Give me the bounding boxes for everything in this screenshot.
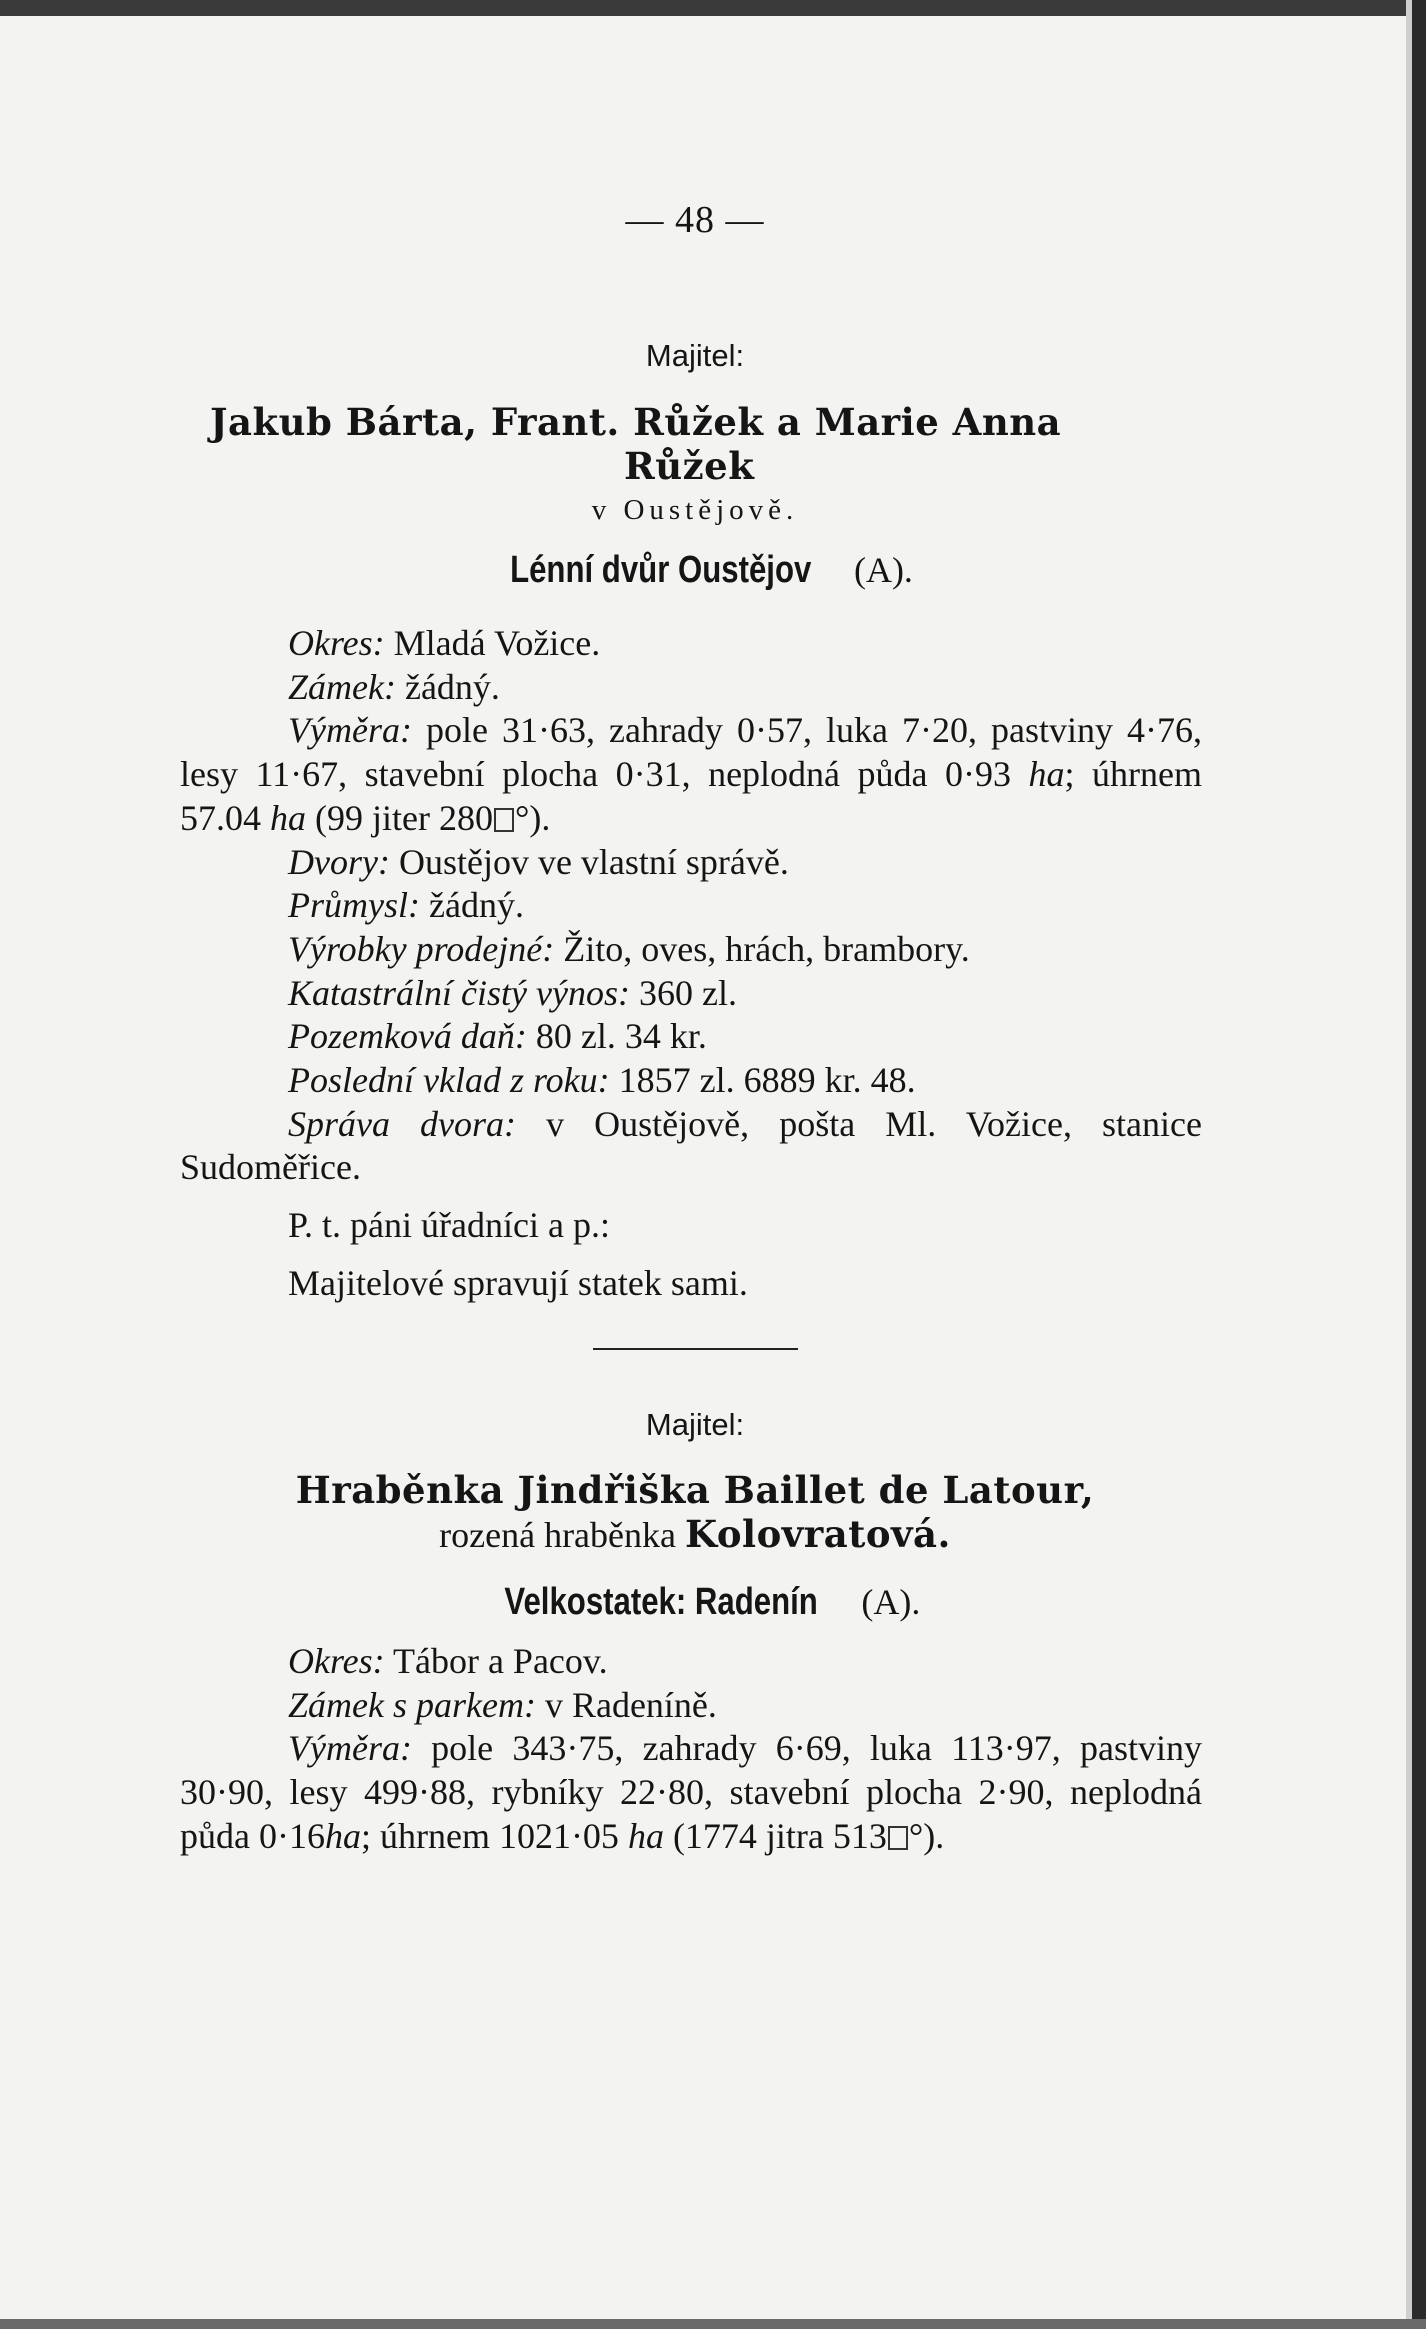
- dvory-value: Oustějov ve vlastní správě.: [398, 841, 789, 882]
- vymera-total: ; úhrnem 57.04: [180, 754, 1202, 838]
- vklad-line: [180, 1059, 1202, 1103]
- okres-label: Okres:: [288, 623, 385, 663]
- prumysl-label: Průmysl:: [288, 885, 420, 926]
- dan-label: Pozemková daň:: [288, 1016, 527, 1057]
- vymera2-label: Výměra:: [288, 1728, 412, 1769]
- dan-line: [180, 1015, 1202, 1059]
- owner-label: Majitel:: [645, 338, 745, 373]
- vymera-unit: ha: [1028, 754, 1065, 795]
- katastr-value: 360 zl.: [638, 972, 737, 1013]
- estate2-suffix: (A).: [861, 1582, 921, 1622]
- estate-suffix: (A).: [853, 550, 913, 590]
- vyrobky-line: [180, 928, 1202, 972]
- vymera-label: Výměra:: [288, 710, 412, 751]
- prumysl-line: [180, 884, 1202, 928]
- okres2-line: [180, 1640, 1202, 1684]
- okres2-label: Okres:: [288, 1641, 385, 1681]
- officials-value: Majitelové spravují statek sami.: [288, 1262, 748, 1303]
- katastr-line: [180, 972, 1202, 1016]
- estate2-details: [180, 1640, 1202, 1859]
- sprava-value: v Oustějově, pošta Ml. Vožice, stanice Sudoměřice.: [180, 1103, 1202, 1188]
- vklad-value: 1857 zl. 6889 kr. 48.: [618, 1060, 916, 1101]
- zamek-label: Zámek:: [288, 666, 396, 707]
- square-fathom-icon: [888, 1826, 908, 1850]
- scan-edge-bottom: [0, 2319, 1426, 2329]
- owner-location: v Oustějově.: [591, 494, 799, 526]
- owner-label-2: Majitel:: [645, 1407, 745, 1442]
- estate2-title: [180, 1580, 1210, 1624]
- section-divider: [593, 1348, 798, 1350]
- vymera2-unit: ha: [627, 1815, 664, 1856]
- zamek-line: [180, 666, 1202, 710]
- okres-line: [180, 622, 1202, 666]
- vymera-jiter: (99 jiter 280: [315, 797, 493, 838]
- vklad-label: Poslední vklad z roku:: [288, 1060, 610, 1101]
- dvory-line: [180, 841, 1202, 885]
- zamek2-value: v Radeníně.: [544, 1684, 717, 1725]
- owner2-title: rozená hraběnka: [439, 1515, 676, 1555]
- vymera2-value: pole 343·75, zahrady 6·69, luka 113·97, pastviny 30·90, lesy 499·88, rybníky 22·80, stavební plocha 2·90, neplodná půda 0·16: [180, 1728, 1202, 1856]
- sprava-label: Správa dvora:: [288, 1103, 517, 1144]
- vymera-unit: ha: [270, 797, 306, 838]
- okres-value: Mladá Vožice.: [393, 623, 601, 663]
- estate2-name: Velkostatek: Radenín: [504, 1581, 818, 1623]
- katastr-label: Katastrální čistý výnos:: [288, 972, 630, 1013]
- zamek2-line: [180, 1684, 1202, 1728]
- prumysl-value: žádný.: [428, 885, 524, 926]
- zamek-value: žádný.: [404, 666, 500, 707]
- owner-name-line1: Jakub Bárta, Frant. Růžek a Marie Anna: [210, 400, 1062, 444]
- owner2-maiden-name: Kolovratová.: [685, 1512, 951, 1556]
- owner2-name-line2: [180, 1512, 1210, 1557]
- vymera2-paragraph: [180, 1727, 1202, 1858]
- estate-title: [180, 548, 1210, 592]
- vymera2-total: ; úhrnem 1021·05: [360, 1815, 619, 1856]
- vymera2-jitra: (1774 jitra 513: [672, 1815, 887, 1856]
- page-number: — 48 —: [625, 199, 765, 241]
- vymera-value: pole 31·63, zahrady 0·57, luka 7·20, pastviny 4·76, lesy 11·67, stavební plocha 0·31, neplodná půda 0·93: [180, 710, 1202, 795]
- owner-name-line2: Růžek: [624, 444, 755, 488]
- scan-edge-right: [1412, 0, 1426, 2329]
- vymera-paragraph: [180, 709, 1202, 840]
- dvory-label: Dvory:: [288, 841, 390, 882]
- estate-name: Lénní dvůr Oustějov: [510, 549, 812, 591]
- estate-details: [180, 622, 1202, 1306]
- vyrobky-value: Žito, oves, hrách, brambory.: [563, 928, 970, 969]
- scan-edge-top: [0, 0, 1426, 16]
- vymera2-jitra-end: °).: [908, 1815, 945, 1856]
- owner2-name-line1: Hraběnka Jindřiška Baillet de Latour,: [295, 1468, 1095, 1512]
- sprava-paragraph: [180, 1103, 1202, 1190]
- okres2-value: Tábor a Pacov.: [393, 1641, 608, 1681]
- vymera-jiter-end: °).: [514, 797, 551, 838]
- officials-label: P. t. páni úřadníci a p.:: [288, 1205, 610, 1246]
- zamek2-label: Zámek s parkem:: [288, 1684, 536, 1725]
- dan-value: 80 zl. 34 kr.: [535, 1016, 707, 1057]
- vyrobky-label: Výrobky prodejné:: [288, 928, 555, 969]
- vymera2-unit: ha: [324, 1815, 361, 1856]
- square-fathom-icon: [494, 808, 514, 832]
